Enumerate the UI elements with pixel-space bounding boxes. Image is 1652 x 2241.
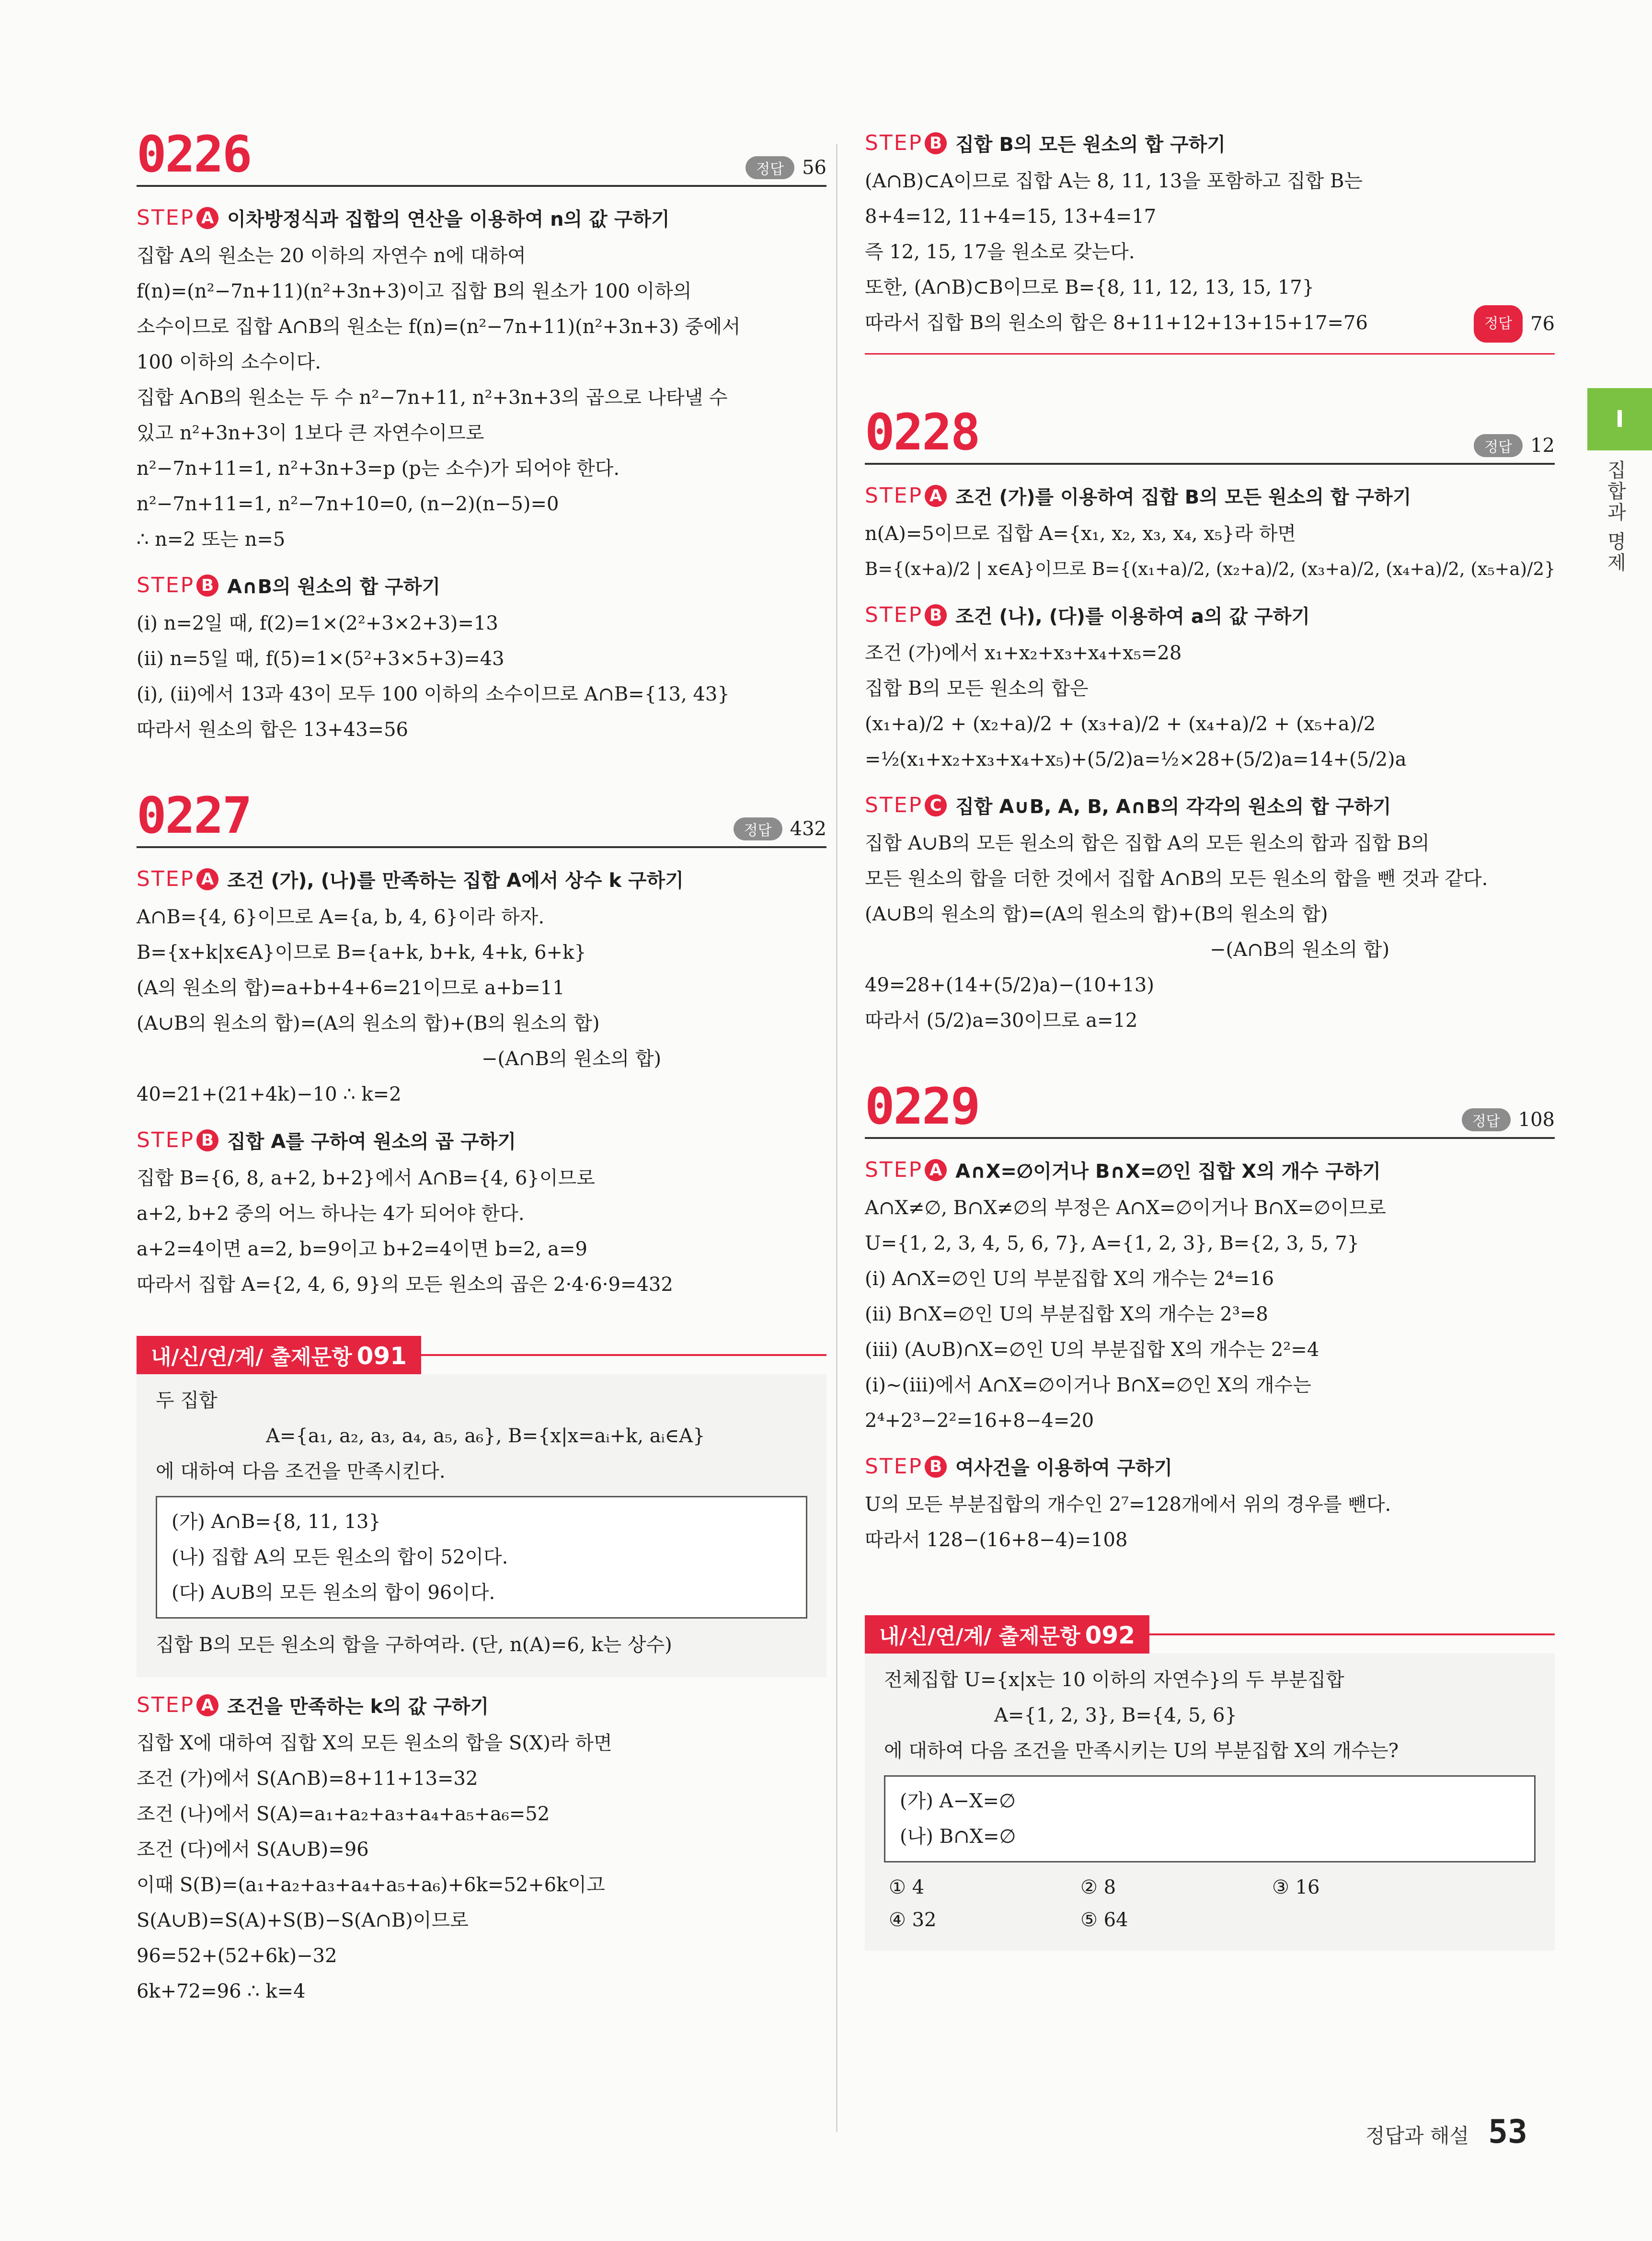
step-b bbox=[865, 1453, 1555, 1480]
choice-4: ④ 32 bbox=[889, 1909, 937, 1931]
text-line: (ⅱ) B∩X=∅인 U의 부분집합 X의 개수는 2³=8 bbox=[865, 1303, 1268, 1325]
text-line: 따라서 집합 B의 원소의 합은 8+11+12+13+15+17=76 정답 76 bbox=[865, 305, 1555, 343]
text-line: 집합 A의 원소는 20 이하의 자연수 n에 대하여 bbox=[137, 245, 526, 267]
answer-badge: 정답 bbox=[1462, 1108, 1511, 1131]
text-line: 96=52+(52+6k)−32 bbox=[137, 1945, 337, 1967]
text-line: 8+4=12, 11+4=15, 13+4=17 bbox=[865, 206, 1157, 228]
text-line: 모든 원소의 합을 더한 것에서 집합 A∩B의 모든 원소의 합을 뺀 것과 같다. bbox=[865, 868, 1488, 890]
text-line: 즉 12, 15, 17을 원소로 갖는다. bbox=[865, 241, 1135, 263]
text-line: A∩X≠∅, B∩X≠∅의 부정은 A∩X=∅이거나 B∩X=∅이므로 bbox=[865, 1197, 1386, 1219]
answer bbox=[1474, 305, 1555, 343]
related-tag: 내/신/연/계/ 출제문항 092 bbox=[865, 1615, 1149, 1654]
text-line: (ⅰ) A∩X=∅인 U의 부분집합 X의 개수는 2⁴=16 bbox=[865, 1268, 1274, 1290]
footer-label: 정답과 해설 bbox=[1365, 2124, 1469, 2148]
step-title: A∩X=∅이거나 B∩X=∅인 집합 X의 개수 구하기 bbox=[955, 1161, 1381, 1183]
step-b bbox=[137, 1126, 826, 1154]
text-line: 따라서 집합 A={2, 4, 6, 9}의 모든 원소의 곱은 2·4·6·9=432 bbox=[137, 1274, 673, 1296]
step-title: 조건 (가)를 이용하여 집합 B의 모든 원소의 합 구하기 bbox=[955, 486, 1411, 508]
choice-3: ③ 16 bbox=[1272, 1876, 1320, 1898]
text-line: 집합 B의 모든 원소의 합은 bbox=[865, 678, 1089, 700]
text-line: (ⅱ) n=5일 때, f(5)=1×(5²+3×5+3)=43 bbox=[137, 648, 505, 670]
chapter-tab: I bbox=[1587, 388, 1652, 450]
step-tag: STEP B bbox=[865, 1454, 947, 1479]
solution-text bbox=[865, 1190, 1555, 1438]
step-a bbox=[865, 1156, 1555, 1184]
problem-number: 0229 bbox=[865, 1077, 979, 1136]
step-a bbox=[137, 1691, 826, 1719]
text-line: 에 대하여 다음 조건을 만족시킨다. bbox=[156, 1460, 446, 1483]
text-line: a+2, b+2 중의 어느 하나는 4가 되어야 한다. bbox=[137, 1203, 525, 1225]
text-line: a+2=4이면 a=2, b=9이고 b+2=4이면 b=2, a=9 bbox=[137, 1238, 587, 1260]
text-line: 집합 A∪B의 모든 원소의 합은 집합 A의 모든 원소의 합과 집합 B의 bbox=[865, 832, 1430, 854]
text-line: (A의 원소의 합)=a+b+4+6=21이므로 a+b=11 bbox=[137, 977, 565, 999]
answer bbox=[1474, 434, 1555, 457]
problem-header bbox=[137, 125, 826, 187]
text-line: 있고 n²+3n+3이 1보다 큰 자연수이므로 bbox=[137, 422, 484, 444]
condition-box bbox=[884, 1775, 1536, 1862]
solution-text bbox=[137, 1161, 826, 1302]
answer-badge: 정답 bbox=[734, 817, 782, 840]
text-line: 따라서 (5/2)a=30이므로 a=12 bbox=[865, 1010, 1138, 1032]
step-title: 집합 B의 모든 원소의 합 구하기 bbox=[955, 134, 1226, 156]
text-line: 집합 X에 대하여 집합 X의 모든 원소의 합을 S(X)라 하면 bbox=[137, 1732, 612, 1754]
text-line: (A∩B)⊂A이므로 집합 A는 8, 11, 13을 포함하고 집합 B는 bbox=[865, 170, 1363, 192]
step-title: A∩B의 원소의 합 구하기 bbox=[227, 576, 440, 598]
section-rule bbox=[865, 353, 1555, 355]
step-tag: STEP C bbox=[865, 793, 947, 817]
choice-1: ① 4 bbox=[889, 1876, 925, 1898]
text-line: B={(x+a)/2 | x∈A}이므로 B={(x₁+a)/2, (x₂+a)/2, (x₃+a)/2, (x₄+a)/2, (x₅+a)/2} bbox=[865, 559, 1556, 579]
answer-value: 12 bbox=[1530, 435, 1555, 457]
text-line: =½(x₁+x₂+x₃+x₄+x₅)+(5/2)a=½×28+(5/2)a=14+(5/2)a bbox=[865, 748, 1407, 770]
text-line: 두 집합 bbox=[156, 1390, 218, 1412]
solution-text bbox=[865, 163, 1555, 343]
step-a bbox=[137, 204, 826, 231]
step-tag: STEP B bbox=[865, 603, 947, 627]
condition: (가) A−X=∅ bbox=[900, 1790, 1016, 1812]
text-line: B={x+k|x∈A}이므로 B={a+k, b+k, 4+k, 6+k} bbox=[137, 942, 586, 964]
solution-text bbox=[865, 516, 1555, 587]
text-line: 집합 B={6, 8, a+2, b+2}에서 A∩B={4, 6}이므로 bbox=[137, 1167, 595, 1189]
step-a bbox=[137, 865, 826, 893]
text-line: (ⅰ), (ⅱ)에서 13과 43이 모두 100 이하의 소수이므로 A∩B={13, 43} bbox=[137, 683, 730, 705]
step-title: 조건 (가), (나)를 만족하는 집합 A에서 상수 k 구하기 bbox=[227, 870, 684, 892]
answer-choices bbox=[884, 1871, 1536, 1936]
step-title: 집합 A를 구하여 원소의 곱 구하기 bbox=[227, 1131, 516, 1153]
step-title: 이차방정식과 집합의 연산을 이용하여 n의 값 구하기 bbox=[227, 208, 670, 230]
step-title: 집합 A∪B, A, B, A∩B의 각각의 원소의 합 구하기 bbox=[955, 796, 1391, 818]
text-line: 2⁴+2³−2²=16+8−4=20 bbox=[865, 1410, 1094, 1432]
step-title: 조건 (나), (다)를 이용하여 a의 값 구하기 bbox=[955, 606, 1310, 628]
step-tag: STEP A bbox=[137, 206, 218, 230]
problem-number: 0227 bbox=[137, 786, 251, 845]
text-line: 전체집합 U={x|x는 10 이하의 자연수}의 두 부분집합 bbox=[884, 1669, 1344, 1691]
step-c bbox=[865, 792, 1555, 819]
text-line: n(A)=5이므로 집합 A={x₁, x₂, x₃, x₄, x₅}라 하면 bbox=[865, 523, 1296, 545]
text-line: U의 모든 부분집합의 개수인 2⁷=128개에서 위의 경우를 뺀다. bbox=[865, 1494, 1391, 1516]
text-line: 이때 S(B)=(a₁+a₂+a₃+a₄+a₅+a₆)+6k=52+6k이고 bbox=[137, 1874, 605, 1896]
answer-value: 76 bbox=[1530, 313, 1555, 335]
solution-text bbox=[137, 238, 826, 557]
related-tag: 내/신/연/계/ 출제문항 091 bbox=[137, 1336, 421, 1374]
text-line: U={1, 2, 3, 4, 5, 6, 7}, A={1, 2, 3}, B={2, 3, 5, 7} bbox=[865, 1232, 1360, 1254]
text-line: −(A∩B의 원소의 합) bbox=[1210, 939, 1390, 961]
problem-0228 bbox=[865, 403, 1556, 1038]
step-tag: STEP B bbox=[137, 1128, 218, 1152]
related-body bbox=[137, 1374, 826, 1677]
text-line: −(A∩B의 원소의 합) bbox=[482, 1048, 662, 1070]
problem-header bbox=[865, 403, 1555, 465]
solution-text bbox=[137, 606, 826, 747]
step-tag: STEP A bbox=[137, 867, 218, 891]
condition: (나) B∩X=∅ bbox=[900, 1826, 1016, 1848]
text-line: (A∪B의 원소의 합)=(A의 원소의 합)+(B의 원소의 합) bbox=[865, 903, 1328, 925]
text-line: 100 이하의 소수이다. bbox=[137, 351, 321, 373]
text-line: (ⅲ) (A∪B)∩X=∅인 U의 부분집합 X의 개수는 2²=4 bbox=[865, 1339, 1319, 1361]
text-line: 조건 (가)에서 x₁+x₂+x₃+x₄+x₅=28 bbox=[865, 642, 1182, 664]
text-line: A={1, 2, 3}, B={4, 5, 6} bbox=[994, 1704, 1237, 1726]
text-line: A={a₁, a₂, a₃, a₄, a₅, a₆}, B={x|x=aᵢ+k, aᵢ∈A} bbox=[266, 1425, 705, 1447]
problem-number: 0228 bbox=[865, 403, 979, 461]
text-line: 또한, (A∩B)⊂B이므로 B={8, 11, 12, 13, 15, 17} bbox=[865, 276, 1315, 299]
step-b bbox=[865, 601, 1555, 629]
step-tag: STEP A bbox=[865, 1158, 947, 1182]
related-header bbox=[137, 1336, 826, 1374]
text-line: (A∪B의 원소의 합)=(A의 원소의 합)+(B의 원소의 합) bbox=[137, 1012, 600, 1034]
text-line: f(n)=(n²−7n+11)(n²+3n+3)이고 집합 B의 원소가 100 이하의 bbox=[137, 280, 692, 302]
answer bbox=[734, 817, 826, 840]
text-line: 조건 (다)에서 S(A∪B)=96 bbox=[137, 1839, 369, 1861]
step-b bbox=[865, 129, 1555, 157]
text-line: (ⅰ) n=2일 때, f(2)=1×(2²+3×2+3)=13 bbox=[137, 612, 498, 634]
answer-value: 56 bbox=[802, 157, 826, 179]
answer-badge: 정답 bbox=[746, 156, 794, 179]
related-body bbox=[865, 1654, 1555, 1951]
answer-value: 432 bbox=[790, 818, 826, 840]
problem-0226 bbox=[137, 125, 826, 747]
step-tag: STEP B bbox=[137, 573, 218, 598]
solution-text bbox=[865, 1487, 1555, 1558]
text-line: 6k+72=96 ∴ k=4 bbox=[137, 1980, 306, 2002]
answer-badge: 정답 bbox=[1474, 434, 1523, 457]
step-a bbox=[865, 482, 1555, 509]
step-title: 조건을 만족하는 k의 값 구하기 bbox=[227, 1696, 489, 1718]
text-line: 조건 (나)에서 S(A)=a₁+a₂+a₃+a₄+a₅+a₆=52 bbox=[137, 1803, 550, 1825]
step-b bbox=[137, 572, 826, 599]
problem-0227 bbox=[137, 786, 826, 1302]
column-divider bbox=[836, 144, 837, 2132]
text-line: ∴ n=2 또는 n=5 bbox=[137, 529, 286, 551]
page-number: 53 bbox=[1488, 2113, 1527, 2151]
step-tag: STEP A bbox=[137, 1693, 218, 1717]
choice-5: ⑤ 64 bbox=[1080, 1909, 1128, 1931]
right-column bbox=[865, 129, 1555, 1951]
problem-0229 bbox=[865, 1077, 1555, 1558]
text-line: (ⅰ)~(ⅲ)에서 A∩X=∅이거나 B∩X=∅인 X의 개수는 bbox=[865, 1374, 1311, 1396]
related-rule bbox=[1149, 1633, 1555, 1635]
condition-box bbox=[156, 1496, 807, 1619]
text-line: 소수이므로 집합 A∩B의 원소는 f(n)=(n²−7n+11)(n²+3n+3) 중에서 bbox=[137, 316, 741, 338]
choice-2: ② 8 bbox=[1080, 1876, 1116, 1898]
text-line: n²−7n+11=1, n²+3n+3=p (p는 소수)가 되어야 한다. bbox=[137, 458, 620, 480]
text-line: (x₁+a)/2 + (x₂+a)/2 + (x₃+a)/2 + (x₄+a)/2 + (x₅+a)/2 bbox=[865, 713, 1376, 735]
text-line: 따라서 원소의 합은 13+43=56 bbox=[137, 719, 408, 741]
text-line: 40=21+(21+4k)−10 ∴ k=2 bbox=[137, 1083, 402, 1105]
related-problem-092 bbox=[865, 1615, 1555, 1951]
chapter-label: 집합과 명제 bbox=[1604, 460, 1626, 574]
solution-text bbox=[137, 1725, 826, 2009]
problem-header bbox=[137, 786, 826, 848]
text-line: S(A∪B)=S(A)+S(B)−S(A∩B)이므로 bbox=[137, 1909, 469, 1931]
solution-text bbox=[865, 635, 1555, 777]
text-line: 따라서 128−(16+8−4)=108 bbox=[865, 1529, 1128, 1551]
problem-number: 0226 bbox=[137, 125, 251, 184]
answer bbox=[746, 156, 826, 179]
condition: (가) A∩B={8, 11, 13} bbox=[172, 1511, 381, 1533]
text-line: 집합 A∩B의 원소는 두 수 n²−7n+11, n²+3n+3의 곱으로 나타낼 수 bbox=[137, 387, 728, 409]
page-footer bbox=[1365, 2113, 1527, 2151]
condition: (다) A∪B의 모든 원소의 합이 96이다. bbox=[172, 1582, 495, 1604]
text-line: n²−7n+11=1, n²−7n+10=0, (n−2)(n−5)=0 bbox=[137, 493, 559, 515]
answer-value: 108 bbox=[1518, 1109, 1555, 1131]
solution-text bbox=[137, 899, 826, 1112]
step-tag: STEP B bbox=[865, 131, 947, 155]
answer bbox=[1462, 1108, 1555, 1131]
related-problem-091 bbox=[137, 1336, 826, 2009]
condition: (나) 집합 A의 모든 원소의 합이 52이다. bbox=[172, 1546, 508, 1568]
related-header bbox=[865, 1615, 1555, 1654]
problem-header bbox=[865, 1077, 1555, 1139]
related-091-continued bbox=[865, 129, 1555, 355]
step-tag: STEP A bbox=[865, 483, 947, 508]
text-line: 조건 (가)에서 S(A∩B)=8+11+13=32 bbox=[137, 1768, 478, 1790]
question: 집합 B의 모든 원소의 합을 구하여라. (단, n(A)=6, k는 상수) bbox=[156, 1634, 672, 1656]
step-title: 여사건을 이용하여 구하기 bbox=[955, 1457, 1173, 1479]
text-line: 에 대하여 다음 조건을 만족시키는 U의 부분집합 X의 개수는? bbox=[884, 1740, 1399, 1762]
text-line: A∩B={4, 6}이므로 A={a, b, 4, 6}이라 하자. bbox=[137, 906, 545, 928]
answer-badge: 정답 bbox=[1474, 305, 1523, 343]
related-rule bbox=[421, 1354, 826, 1356]
solution-text bbox=[865, 826, 1555, 1038]
left-column bbox=[137, 125, 826, 2009]
text-line: 49=28+(14+(5/2)a)−(10+13) bbox=[865, 974, 1154, 996]
